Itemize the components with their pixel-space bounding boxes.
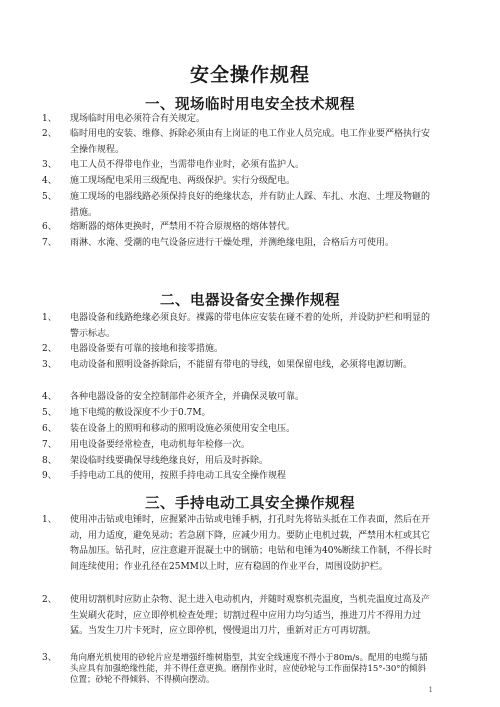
page-number: 1 [428, 686, 433, 694]
item-number: 2、 [42, 129, 57, 139]
list-item [42, 513, 435, 575]
list-item [42, 422, 435, 438]
list-item [42, 406, 435, 422]
list-item [42, 190, 435, 221]
item-text: 临时用电的安装、维修、拆除必须由有上岗证的电工作业人员完成。电工作业要严格执行安全操作规程。 [70, 129, 431, 155]
list-item [42, 112, 435, 128]
item-text: 电动设备和照明设备拆除后，不能留有带电的导线，如果保留电线，必须将电源切断。 [70, 360, 413, 370]
item-text: 各种电器设备的安全控制部件必须齐全，并确保灵敏可靠。 [70, 392, 305, 402]
list-item [42, 358, 435, 374]
list-item [42, 653, 430, 686]
item-text: 电器设备要有可靠的接地和接零措施。 [70, 344, 224, 354]
item-number: 1、 [42, 515, 57, 525]
item-number: 3、 [42, 160, 57, 170]
item-number: 9、 [42, 471, 57, 481]
list-item [42, 390, 435, 406]
item-number: 7、 [42, 238, 57, 248]
item-number: 4、 [42, 176, 57, 186]
list-item [42, 174, 435, 190]
list-item [42, 593, 435, 640]
item-text: 施工现场的电器线路必须保持良好的绝缘状态，并有防止人踩、车扎、水泡、土埋及物砸的措施。 [70, 192, 431, 218]
item-text: 熔断器的熔体更换时，严禁用不符合原规格的熔体替代。 [70, 222, 296, 232]
item-number: 8、 [42, 456, 57, 466]
item-text: 用电设备要经常检查，电动机每年检修一次。 [70, 440, 251, 450]
item-number: 3、 [42, 653, 57, 663]
item-number: 3、 [42, 360, 57, 370]
item-text: 电工人员不得带电作业，当需带电作业时，必须有监护人。 [70, 160, 305, 170]
list-item [42, 220, 435, 236]
item-number: 1、 [42, 313, 57, 323]
list-item [42, 311, 435, 342]
item-text: 手持电动工具的使用，按照手持电动工具安全操作规程 [70, 471, 287, 481]
section-heading-2: 二、电器设备安全操作规程 [160, 292, 340, 309]
list-item [42, 469, 435, 485]
item-number: 4、 [42, 392, 57, 402]
list-item [42, 236, 435, 252]
list-item [42, 158, 435, 174]
item-text: 使用切割机时应防止杂物、泥土进入电动机内，并随时观察机壳温度，当机壳温度过高及产生炭刷火花时，应立即停机检查处理；切割过程中应用力均匀适当，推进刀片不得用力过猛。当发生刀片卡死时，应立即停机，慢慢退出刀片，重新对正方可再切割。 [70, 595, 431, 636]
list-item [42, 342, 435, 358]
item-text: 装在设备上的照明和移动的照明设施必须使用安全电压。 [70, 424, 296, 434]
list-item [42, 127, 435, 158]
item-number: 6、 [42, 424, 57, 434]
item-number: 1、 [42, 114, 57, 124]
item-number: 2、 [42, 595, 57, 605]
item-text: 现场临时用电必须符合有关规定。 [70, 114, 206, 124]
list-item [42, 454, 435, 470]
section-heading-1: 一、现场临时用电安全技术规程 [145, 96, 355, 113]
list-item [42, 438, 435, 454]
item-text: 雨淋、水淹、受潮的电气设备应进行干燥处理，并测绝缘电阻，合格后方可使用。 [70, 238, 395, 248]
item-text: 地下电缆的敷设深度不少于0.7M。 [70, 408, 211, 418]
item-text: 角向磨光机使用的砂轮片应是增强纤维树脂型，其安全线速度不得小于80m/s。配用的电缆与插头应具有加强绝缘性能，并不得任意更换。磨削作业时，应使砂轮与工作面保持15°-30°的倾斜位置；砂轮不得倾斜、不得横向摆动。 [70, 653, 428, 685]
item-number: 6、 [42, 222, 57, 232]
item-text: 架设临时线要确保导线绝缘良好，用后及时拆除。 [70, 456, 269, 466]
item-number: 5、 [42, 408, 57, 418]
section-heading-3: 三、手持电动工具安全操作规程 [145, 495, 355, 512]
item-number: 7、 [42, 440, 57, 450]
item-number: 2、 [42, 344, 57, 354]
item-number: 5、 [42, 192, 57, 202]
item-text: 施工现场配电采用三级配电、两级保护。实行分级配电。 [70, 176, 296, 186]
document-title: 安全操作规程 [189, 64, 310, 86]
item-text: 电器设备和线路绝缘必须良好。裸露的带电体应安装在碰不着的处所，并设防护栏和明显的警示标志。 [70, 313, 431, 339]
item-text: 使用冲击钻或电锤时，应握紧冲击钻或电锤手柄，打孔时先将钻头抵在工作表面，然后在开动，用力适度，避免晃动；若急剧下降，应减少用力。要防止电机过载，严禁用木杠或其它物品加压。钻孔时，应注意避开混凝土中的钢筋；电钻和电锤为40%断续工作制，不得长时间连续使用；作业孔径在25MM以上时，应有稳固的作业平台，周围设防护栏。 [70, 515, 433, 572]
